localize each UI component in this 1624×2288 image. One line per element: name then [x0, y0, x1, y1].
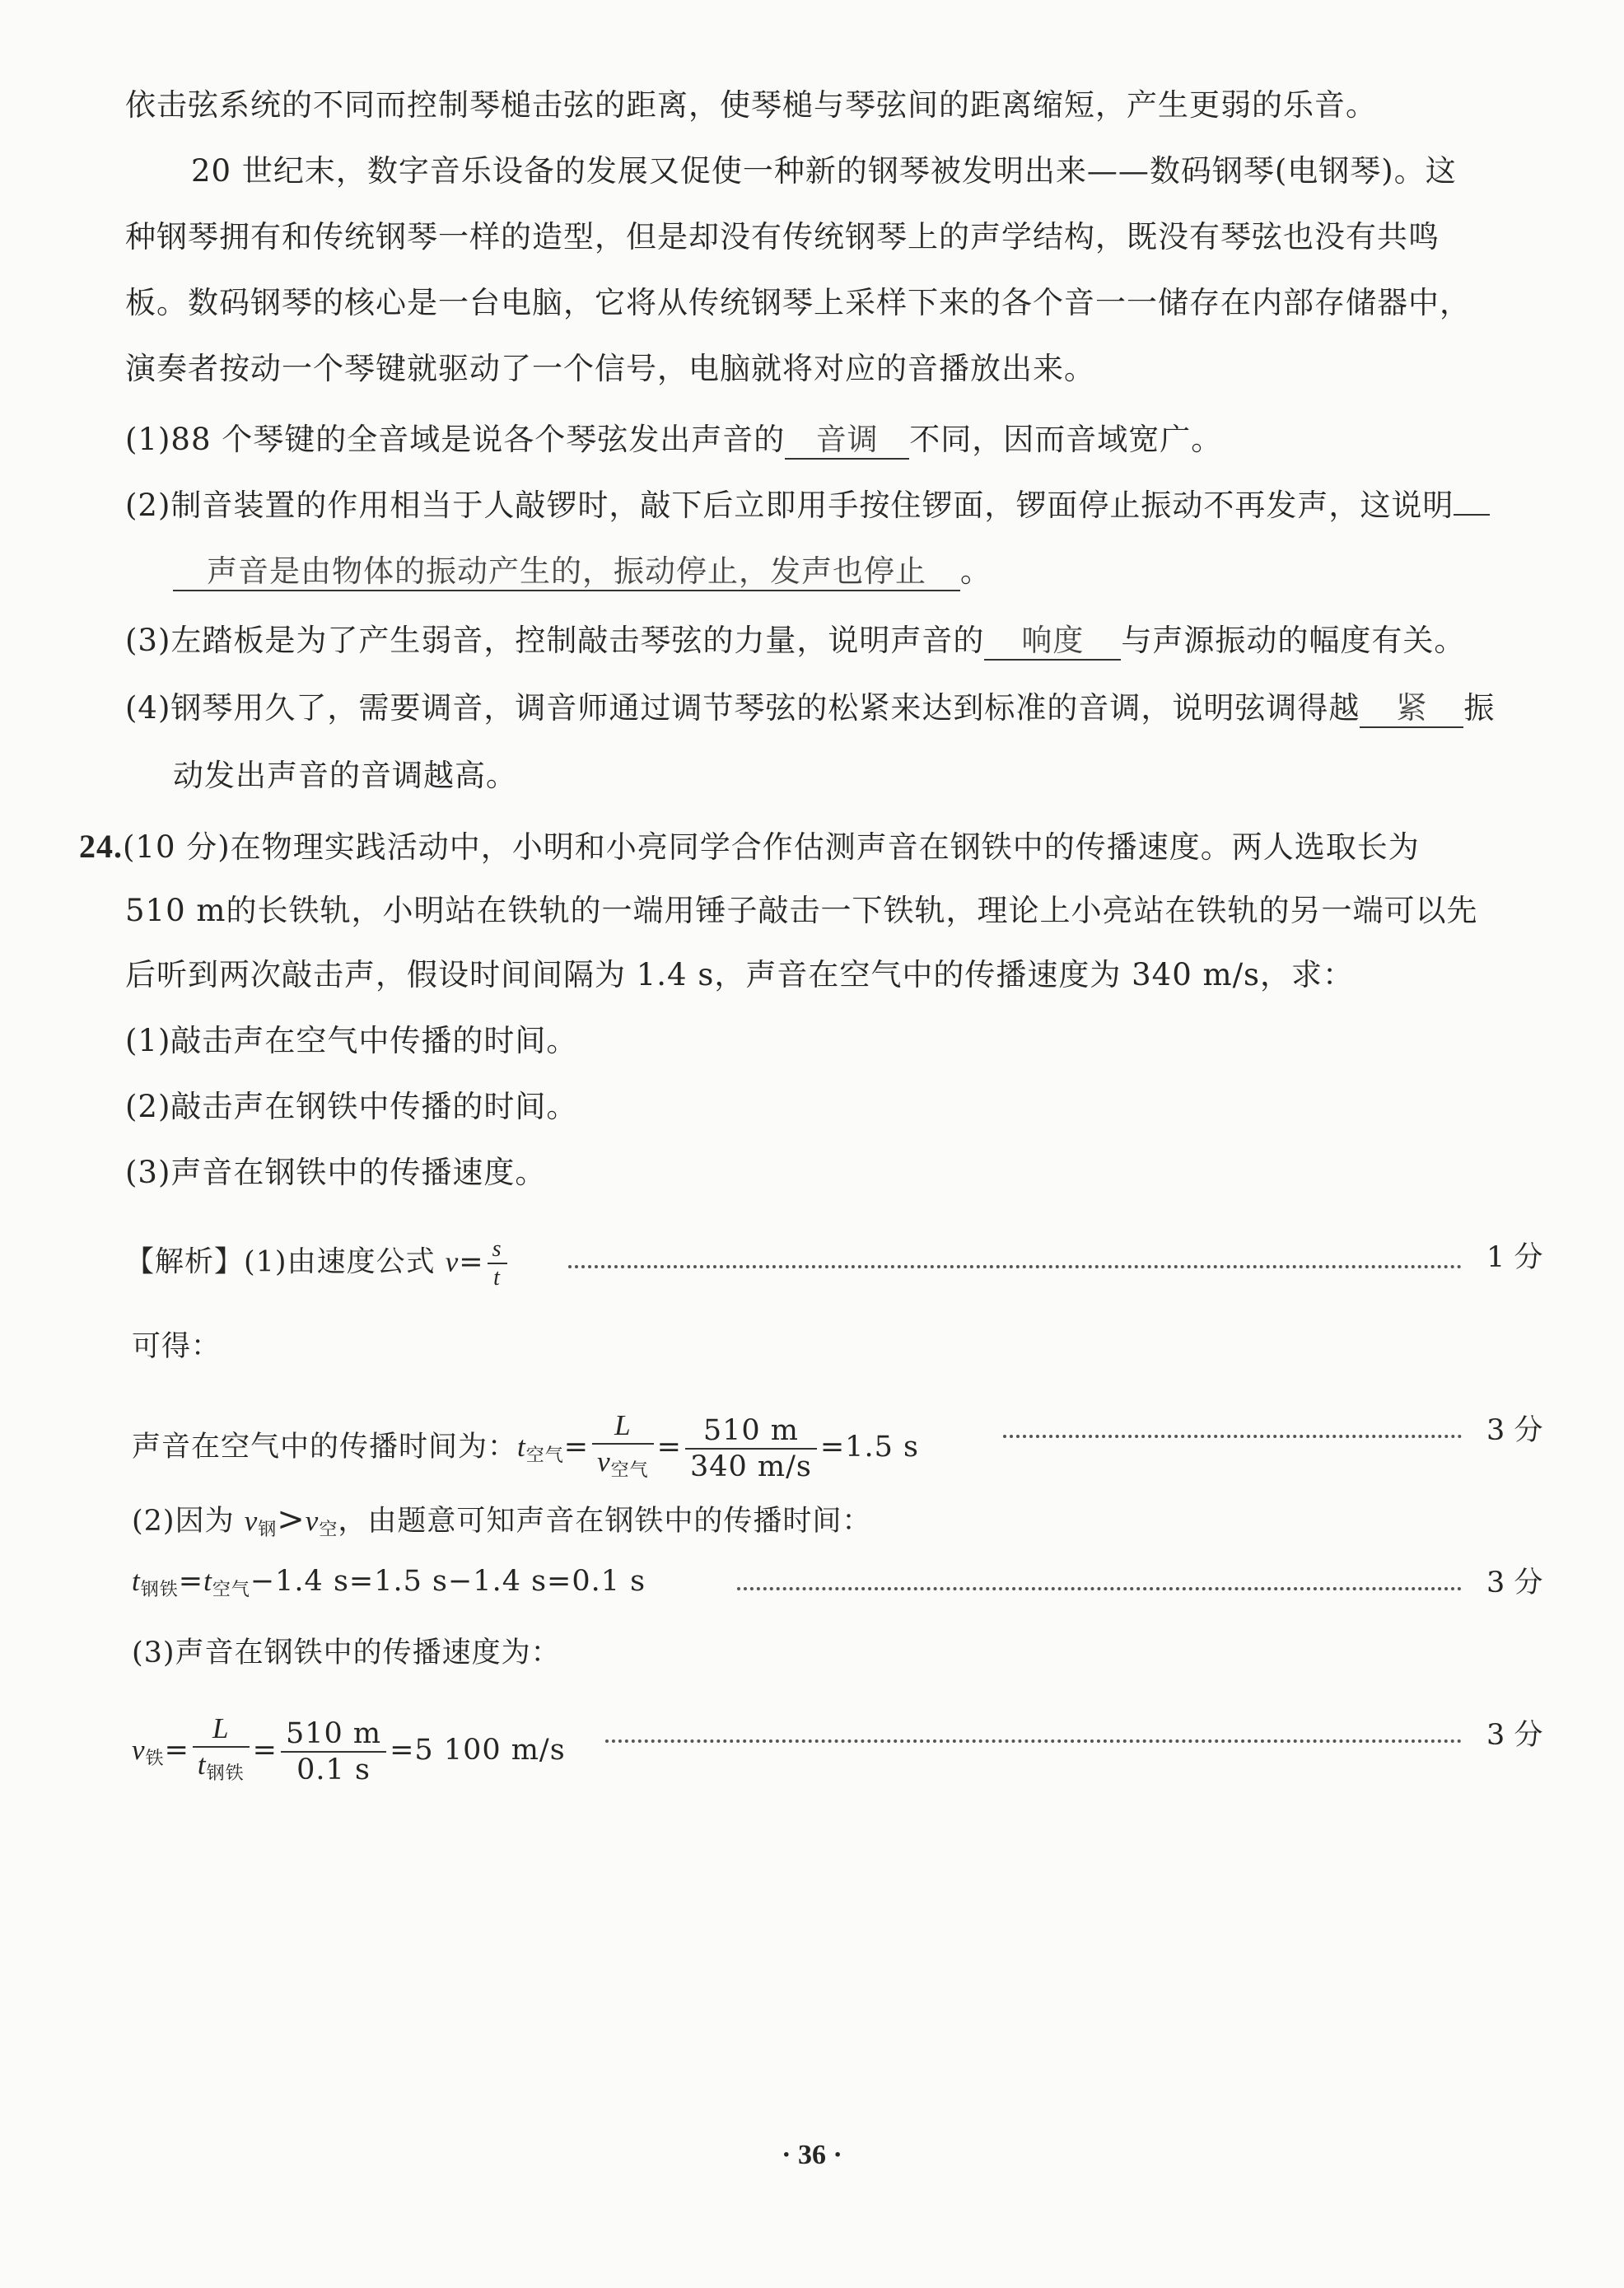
equals-sign: = [252, 1734, 278, 1767]
q23-part-4-line-2: 动发出声音的音调越高。 [173, 758, 517, 793]
score-step-5: 3 分 [1486, 1567, 1543, 1599]
passage-line-3: 种钢琴拥有和传统钢琴一样的造型，但是却没有传统钢琴上的声学结构，既没有琴弦也没有共鸣 [125, 219, 1440, 254]
q23-part-1-text-after: 不同，因而音域宽广。 [909, 422, 1223, 457]
solution-step-4 [132, 1499, 871, 1551]
steel-time-result: −1.4 s=1.5 s−1.4 s=0.1 s [250, 1565, 646, 1598]
solution-step-7 [132, 1711, 566, 1791]
solution-step-3 [132, 1408, 919, 1488]
equals-sign: = [178, 1565, 204, 1598]
subscript-air-3: 空气 [212, 1580, 250, 1600]
iron-speed-result: =5 100 m/s [390, 1734, 566, 1767]
q23-answer-2-lead [1454, 514, 1490, 516]
solution-label: 【解析】(1)由速度公式 [125, 1245, 436, 1279]
q23-part-2-end: 。 [960, 553, 992, 589]
q24-stem-line-1 [79, 825, 1420, 869]
iron-speed-fraction-numeric [281, 1716, 386, 1787]
time-symbol-air-2: t [203, 1565, 212, 1597]
q23-part-2-line-1 [125, 484, 1490, 527]
speed-formula-fraction [488, 1235, 507, 1291]
solution-step-1 [125, 1235, 511, 1291]
time-symbol-air: t [517, 1431, 526, 1463]
solution-step-6: (3)声音在钢铁中的传播速度为： [132, 1637, 561, 1669]
q23-part-1-text: (1)88 个琴键的全音域是说各个琴弦发出声音的 [125, 422, 786, 457]
score-leader-dots [605, 1739, 1462, 1743]
subscript-air: 空气 [525, 1445, 564, 1466]
air-time-result: =1.5 s [819, 1431, 919, 1464]
equals-sign: = [656, 1431, 682, 1464]
q24-stem-line-3: 后听到两次敲击声，假设时间间隔为 1.4 s，声音在空气中的传播速度为 340 m/s，求： [125, 957, 1355, 992]
steel-time-lead: ，由题意可知声音在钢铁中的传播时间： [338, 1505, 872, 1538]
subscript-iron: 铁 [145, 1749, 165, 1769]
score-leader-dots [1003, 1435, 1462, 1438]
q23-part-2-text: (2)制音装置的作用相当于人敲锣时，敲下后立即用手按住锣面，锣面停止振动不再发声，这说明 [125, 488, 1454, 523]
greater-than-sign: > [277, 1501, 306, 1539]
q24-sub-1: (1)敲击声在空气中传播的时间。 [125, 1023, 578, 1058]
q24-stem-text: (10 分)在物理实践活动中，小明和小亮同学合作估测声音在钢铁中的传播速度。两人选取长为 [123, 829, 1420, 865]
q23-answer-2: 声音是由物体的振动产生的，振动停止，发声也停止 [173, 553, 960, 591]
air-time-label: 声音在空气中的传播时间为： [132, 1431, 518, 1464]
score-leader-dots [737, 1587, 1462, 1590]
score-step-1: 1 分 [1486, 1241, 1543, 1274]
q24-stem-line-2: 510 m的长铁轨，小明站在铁轨的一端用锤子敲击一下铁轨，理论上小亮站在铁轨的另一端可以先 [125, 893, 1478, 928]
q23-part-4-line-1 [125, 687, 1495, 730]
passage-line-5: 演奏者按动一个琴键就驱动了一个信号，电脑就将对应的音播放出来。 [125, 351, 1095, 386]
because-text: (2)因为 [132, 1505, 245, 1538]
velocity-symbol-steel: v [244, 1505, 259, 1537]
passage-line-1: 依击弦系统的不同而控制琴槌击弦的距离，使琴槌与琴弦间的距离缩短，产生更弱的乐音。 [125, 87, 1377, 123]
q23-part-4-text-after: 振 [1463, 690, 1496, 726]
score-leader-dots [568, 1265, 1462, 1268]
page-number: · 36 · [782, 2140, 842, 2170]
time-symbol-steel: t [132, 1565, 141, 1597]
length-symbol: L [614, 1409, 632, 1441]
air-time-denominator: 340 m/s [689, 1450, 812, 1483]
velocity-symbol: v [445, 1245, 460, 1278]
q24-sub-3: (3)声音在钢铁中的传播速度。 [125, 1155, 547, 1190]
subscript-air-2: 空气 [610, 1460, 649, 1481]
air-time-numerator: 510 m [685, 1413, 817, 1450]
length-symbol-2: L [212, 1712, 230, 1744]
solution-step-2: 可得： [132, 1330, 222, 1363]
velocity-symbol-air: v [597, 1445, 611, 1478]
q23-part-2-line-2 [173, 550, 992, 593]
subscript-steel-iron: 钢铁 [140, 1580, 179, 1600]
q23-part-3-text-after: 与声源振动的幅度有关。 [1121, 623, 1466, 658]
solution-step-5 [132, 1561, 646, 1611]
subscript-steel-iron-2: 钢铁 [206, 1763, 245, 1784]
q24-sub-2: (2)敲击声在钢铁中传播的时间。 [125, 1089, 578, 1124]
q23-answer-1: 音调 [785, 422, 909, 460]
passage-line-2: 20 世纪末，数字音乐设备的发展又促使一种新的钢琴被发明出来——数码钢琴(电钢琴)。这 [191, 153, 1457, 189]
q24-number: 24. [79, 828, 123, 865]
time-symbol: t [493, 1265, 501, 1291]
air-time-fraction-numeric [685, 1413, 817, 1484]
score-step-7: 3 分 [1486, 1719, 1543, 1752]
q23-answer-3: 响度 [984, 623, 1121, 661]
equals-sign: = [563, 1431, 590, 1464]
q23-part-3-text: (3)左踏板是为了产生弱音，控制敲击琴弦的力量，说明声音的 [125, 623, 985, 658]
q23-part-3 [125, 619, 1465, 662]
air-time-fraction-symbolic [592, 1408, 654, 1488]
q23-answer-4: 紧 [1360, 690, 1463, 728]
equals-sign: = [164, 1734, 189, 1767]
equals-sign: = [459, 1245, 484, 1279]
velocity-symbol-air-short: v [305, 1505, 320, 1537]
iron-speed-numerator: 510 m [281, 1716, 386, 1753]
distance-symbol: s [492, 1236, 502, 1262]
iron-speed-denominator: 0.1 s [296, 1753, 371, 1786]
passage-line-4: 板。数码钢琴的核心是一台电脑，它将从传统钢琴上采样下来的各个音一一储存在内部存储器中， [125, 285, 1471, 320]
score-step-3: 3 分 [1486, 1414, 1543, 1447]
subscript-steel: 钢 [258, 1520, 278, 1540]
iron-speed-fraction-symbolic [193, 1711, 250, 1791]
subscript-air-short: 空 [319, 1520, 338, 1540]
time-symbol-steel-2: t [197, 1749, 207, 1781]
velocity-symbol-iron: v [132, 1734, 146, 1766]
q23-part-4-text: (4)钢琴用久了，需要调音，调音师通过调节琴弦的松紧来达到标准的音调，说明弦调得越 [125, 690, 1360, 726]
q23-part-1 [125, 418, 1222, 461]
